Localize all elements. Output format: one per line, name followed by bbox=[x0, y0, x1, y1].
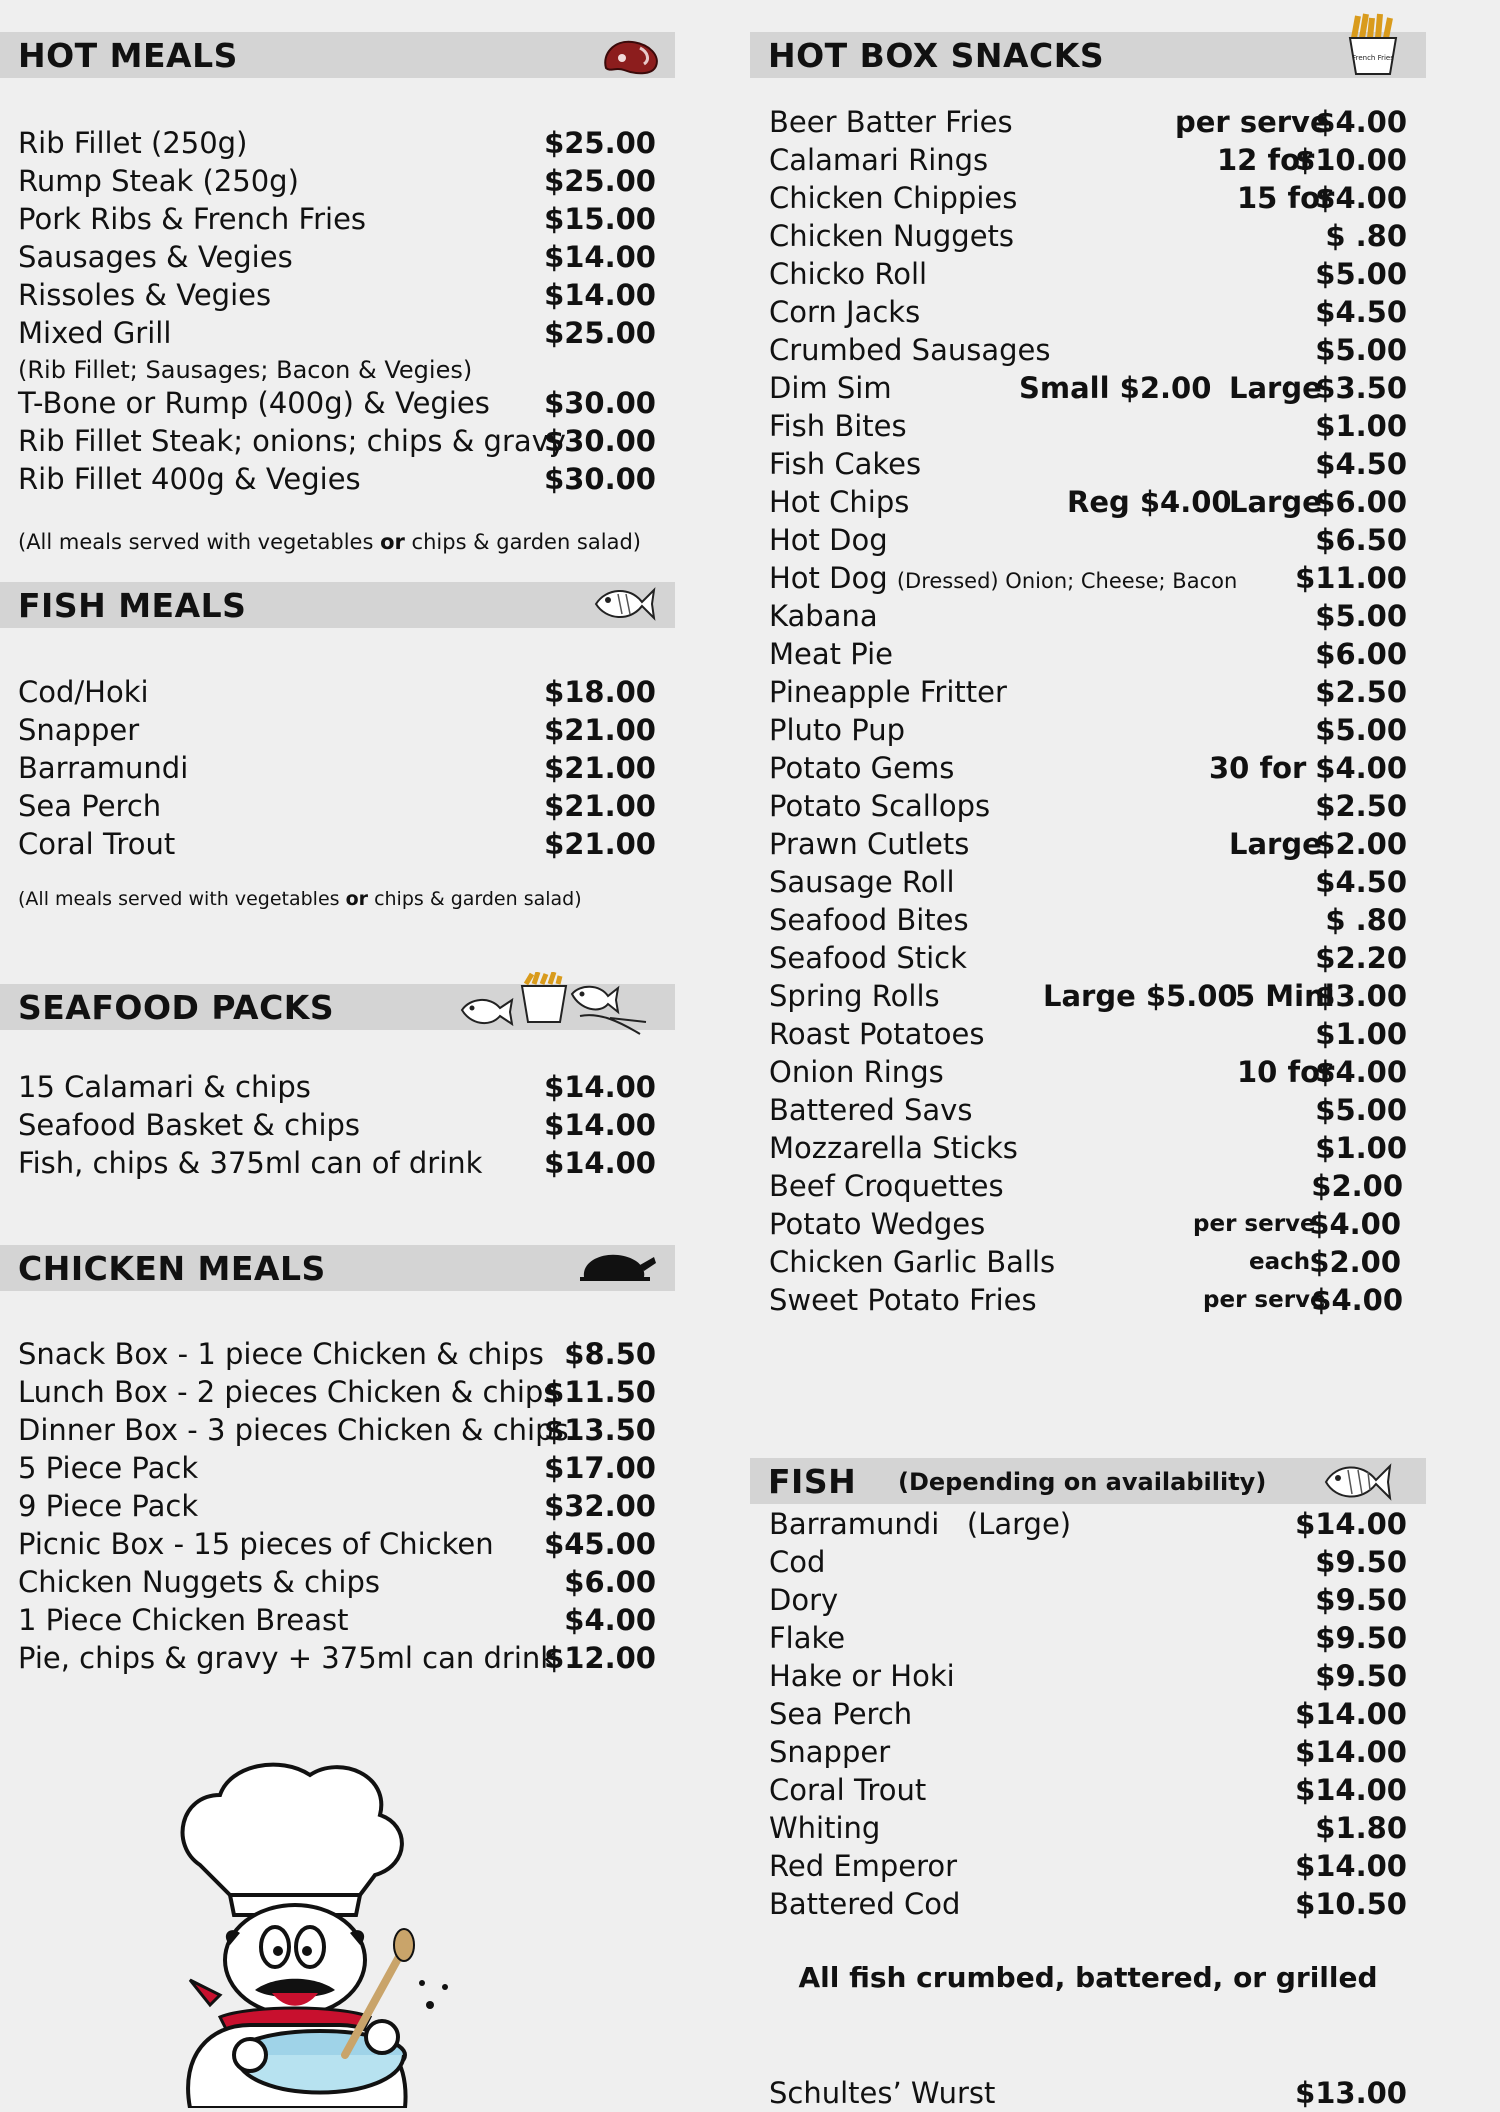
fish-meals-header bbox=[0, 582, 675, 628]
menu-item: Potato Gems 30 for $4.00 bbox=[769, 751, 1407, 785]
menu-item: Kabana $5.00 bbox=[769, 599, 1407, 633]
menu-item: Seafood Bites $ .80 bbox=[769, 903, 1407, 937]
menu-item: Rib Fillet Steak; onions; chips & gravy $30.00 bbox=[18, 424, 656, 458]
menu-item: Picnic Box - 15 pieces of Chicken $45.00 bbox=[18, 1527, 656, 1561]
menu-item: 9 Piece Pack $32.00 bbox=[18, 1489, 656, 1523]
menu-item: Cod/Hoki $18.00 bbox=[18, 675, 656, 709]
fish-header bbox=[750, 1458, 1426, 1504]
menu-item: Coral Trout $14.00 bbox=[769, 1773, 1407, 1807]
menu-item: Barramundi $21.00 bbox=[18, 751, 656, 785]
menu-item: Flake $9.50 bbox=[769, 1621, 1407, 1655]
menu-item: Chicken Chippies 15 for $4.00 bbox=[769, 181, 1407, 215]
menu-item: Hake or Hoki $9.50 bbox=[769, 1659, 1407, 1693]
menu-item: Fish Bites $1.00 bbox=[769, 409, 1407, 443]
menu-item: Calamari Rings 12 for $10.00 bbox=[769, 143, 1407, 177]
menu-item: Snack Box - 1 piece Chicken & chips $8.50 bbox=[18, 1337, 656, 1371]
menu-item: Potato Scallops $2.50 bbox=[769, 789, 1407, 823]
menu-item: Prawn Cutlets Large $2.00 bbox=[769, 827, 1407, 861]
menu-item: Snapper $14.00 bbox=[769, 1735, 1407, 1769]
steak-icon bbox=[600, 34, 662, 78]
svg-text:French Fries: French Fries bbox=[1352, 54, 1394, 62]
menu-item: Mozzarella Sticks $1.00 bbox=[769, 1131, 1407, 1165]
menu-item: Sausages & Vegies $14.00 bbox=[18, 240, 656, 274]
roast-chicken-icon bbox=[578, 1247, 658, 1287]
menu-item: Hot Dog (Dressed) Onion; Cheese; Bacon $11.00 bbox=[769, 561, 1407, 595]
menu-item: Snapper $21.00 bbox=[18, 713, 656, 747]
menu-item: Onion Rings 10 for $4.00 bbox=[769, 1055, 1407, 1089]
hot-box-snacks-title: HOT BOX SNACKS bbox=[768, 36, 1105, 75]
menu-item: Coral Trout $21.00 bbox=[18, 827, 656, 861]
menu-item: Sweet Potato Fries per serve $4.00 bbox=[769, 1283, 1403, 1317]
menu-item: Schultes’ Wurst $13.00 bbox=[769, 2076, 1407, 2110]
french-fries-icon bbox=[1340, 12, 1406, 78]
menu-item: Pork Ribs & French Fries $15.00 bbox=[18, 202, 656, 236]
menu-item: Chicken Nuggets & chips $6.00 bbox=[18, 1565, 656, 1599]
menu-item: Sea Perch $21.00 bbox=[18, 789, 656, 823]
menu-item: Sausage Roll $4.50 bbox=[769, 865, 1407, 899]
menu-item: Chicken Nuggets $ .80 bbox=[769, 219, 1407, 253]
menu-item: Roast Potatoes $1.00 bbox=[769, 1017, 1407, 1051]
menu-item: 15 Calamari & chips $14.00 bbox=[18, 1070, 656, 1104]
hot-meals-note: (All meals served with vegetables or chips & garden salad) bbox=[18, 530, 641, 554]
menu-item: Chicko Roll $5.00 bbox=[769, 257, 1407, 291]
menu-item: Dim Sim Small $2.00 Large $3.50 bbox=[769, 371, 1407, 405]
menu-item: Cod $9.50 bbox=[769, 1545, 1407, 1579]
hot-box-snacks-header bbox=[750, 32, 1426, 78]
menu-item: Sea Perch $14.00 bbox=[769, 1697, 1407, 1731]
menu-item: Rissoles & Vegies $14.00 bbox=[18, 278, 656, 312]
menu-item: Red Emperor $14.00 bbox=[769, 1849, 1407, 1883]
fish-availability-note: (Depending on availability) bbox=[898, 1468, 1267, 1496]
menu-item: Battered Cod $10.50 bbox=[769, 1887, 1407, 1921]
menu-item: Hot Dog $6.50 bbox=[769, 523, 1407, 557]
mixed-grill-detail: (Rib Fillet; Sausages; Bacon & Vegies) bbox=[18, 356, 473, 384]
seafood-packs-header bbox=[0, 984, 675, 1030]
menu-item: Meat Pie $6.00 bbox=[769, 637, 1407, 671]
menu-item: Rump Steak (250g) $25.00 bbox=[18, 164, 656, 198]
menu-item: Hot Chips Reg $4.00 Large $6.00 bbox=[769, 485, 1407, 519]
menu-item: Dory $9.50 bbox=[769, 1583, 1407, 1617]
menu-item: Fish Cakes $4.50 bbox=[769, 447, 1407, 481]
menu-item: Rib Fillet 400g & Vegies $30.00 bbox=[18, 462, 656, 496]
menu-item: 5 Piece Pack $17.00 bbox=[18, 1451, 656, 1485]
menu-item: Dinner Box - 3 pieces Chicken & chips $13.50 bbox=[18, 1413, 656, 1447]
menu-item: Barramundi (Large) $14.00 bbox=[769, 1507, 1407, 1541]
menu-item: Pie, chips & gravy + 375ml can drink $12.00 bbox=[18, 1641, 656, 1675]
menu-item: Spring Rolls Large $5.00 5 Mini $3.00 bbox=[769, 979, 1407, 1013]
menu-item: Chicken Garlic Balls each $2.00 bbox=[769, 1245, 1401, 1279]
menu-item: Pineapple Fritter $2.50 bbox=[769, 675, 1407, 709]
menu-item: Whiting $1.80 bbox=[769, 1811, 1407, 1845]
fish-icon bbox=[1322, 1458, 1394, 1504]
menu-item: Seafood Basket & chips $14.00 bbox=[18, 1108, 656, 1142]
menu-item: Rib Fillet (250g) $25.00 bbox=[18, 126, 656, 160]
fish-meals-title: FISH MEALS bbox=[18, 586, 247, 625]
menu-item: Pluto Pup $5.00 bbox=[769, 713, 1407, 747]
fish-meals-note: (All meals served with vegetables or chips & garden salad) bbox=[18, 888, 582, 910]
menu-item: Mixed Grill $25.00 bbox=[18, 316, 656, 350]
menu-item: Beer Batter Fries per serve $4.00 bbox=[769, 105, 1407, 139]
chicken-meals-header bbox=[0, 1245, 675, 1291]
menu-item: Beef Croquettes $2.00 bbox=[769, 1169, 1403, 1203]
chef-illustration bbox=[160, 1755, 500, 2108]
seafood-pack-icon bbox=[460, 972, 665, 1038]
menu-item: Lunch Box - 2 pieces Chicken & chips $11.50 bbox=[18, 1375, 656, 1409]
menu-item: Corn Jacks $4.50 bbox=[769, 295, 1407, 329]
fish-title: FISH bbox=[768, 1462, 857, 1501]
menu-item: Crumbed Sausages $5.00 bbox=[769, 333, 1407, 367]
hot-meals-title: HOT MEALS bbox=[18, 36, 238, 75]
menu-item: Battered Savs $5.00 bbox=[769, 1093, 1407, 1127]
fish-footer-note: All fish crumbed, battered, or grilled bbox=[798, 1961, 1378, 1994]
menu-item: Potato Wedges per serve $4.00 bbox=[769, 1207, 1401, 1241]
hot-meals-header bbox=[0, 32, 675, 78]
fish-icon bbox=[592, 582, 658, 626]
menu-item: 1 Piece Chicken Breast $4.00 bbox=[18, 1603, 656, 1637]
menu-item: T-Bone or Rump (400g) & Vegies $30.00 bbox=[18, 386, 656, 420]
chicken-meals-title: CHICKEN MEALS bbox=[18, 1249, 326, 1288]
menu-item: Fish, chips & 375ml can of drink $14.00 bbox=[18, 1146, 656, 1180]
seafood-packs-title: SEAFOOD PACKS bbox=[18, 988, 335, 1027]
menu-item: Seafood Stick $2.20 bbox=[769, 941, 1407, 975]
